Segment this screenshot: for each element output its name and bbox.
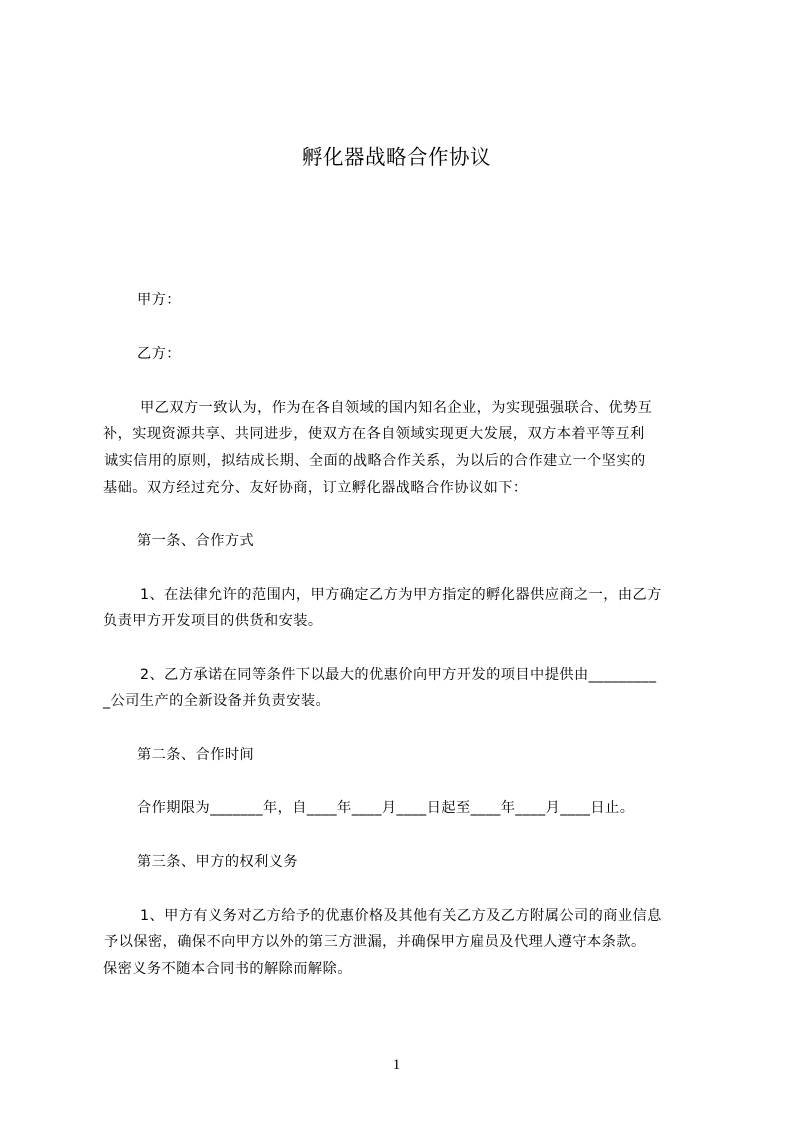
article-3-clause-1-line-2: 予以保密，确保不向甲方以外的第三方泄漏，并确保甲方雇员及代理人遵守本条款。 <box>104 934 646 950</box>
article-1-clause-1-line-2: 负责甲方开发项目的供货和安装。 <box>103 613 323 629</box>
page-number: 1 <box>392 1057 401 1073</box>
party-a-label: 甲方： <box>137 292 181 308</box>
document-title: 孵化器战略合作协议 <box>302 145 491 169</box>
party-b-label: 乙方： <box>137 346 181 362</box>
article-2-heading: 第二条、合作时间 <box>137 747 255 763</box>
preamble-line-2: 补，实现资源共享、共同进步，使双方在各自领域实现更大发展，双方本着平等互利 <box>103 426 645 442</box>
preamble-line-4: 基础。双方经过充分、友好协商，订立孵化器战略合作协议如下： <box>103 480 528 496</box>
article-3-clause-1-line-3: 保密义务不随本合同书的解除而解除。 <box>103 961 352 977</box>
article-1-heading: 第一条、合作方式 <box>137 533 255 549</box>
article-3-heading: 第三条、甲方的权利义务 <box>137 854 299 870</box>
preamble-line-3: 诚实信用的原则，拟结成长期、全面的战略合作关系，为以后的合作建立一个坚实的 <box>104 453 646 469</box>
cooperation-period-line: 合作期限为_______年，自____年____月____日起至____年____月____日止。 <box>137 800 635 816</box>
article-1-clause-1-line-1: 1、在法律允许的范围内，甲方确定乙方为甲方指定的孵化器供应商之一，由乙方 <box>140 587 662 603</box>
article-1-clause-2-line-2: _公司生产的全新设备并负责安装。 <box>103 693 331 709</box>
article-1-clause-2-line-1: 2、乙方承诺在同等条件下以最大的优惠价向甲方开发的项目中提供由_________ <box>140 667 657 683</box>
preamble-line-1: 甲乙双方一致认为，作为在各自领域的国内知名企业，为实现强强联合、优势互 <box>140 400 653 416</box>
article-3-clause-1-line-1: 1、甲方有义务对乙方给予的优惠价格及其他有关乙方及乙方附属公司的商业信息 <box>140 908 662 924</box>
